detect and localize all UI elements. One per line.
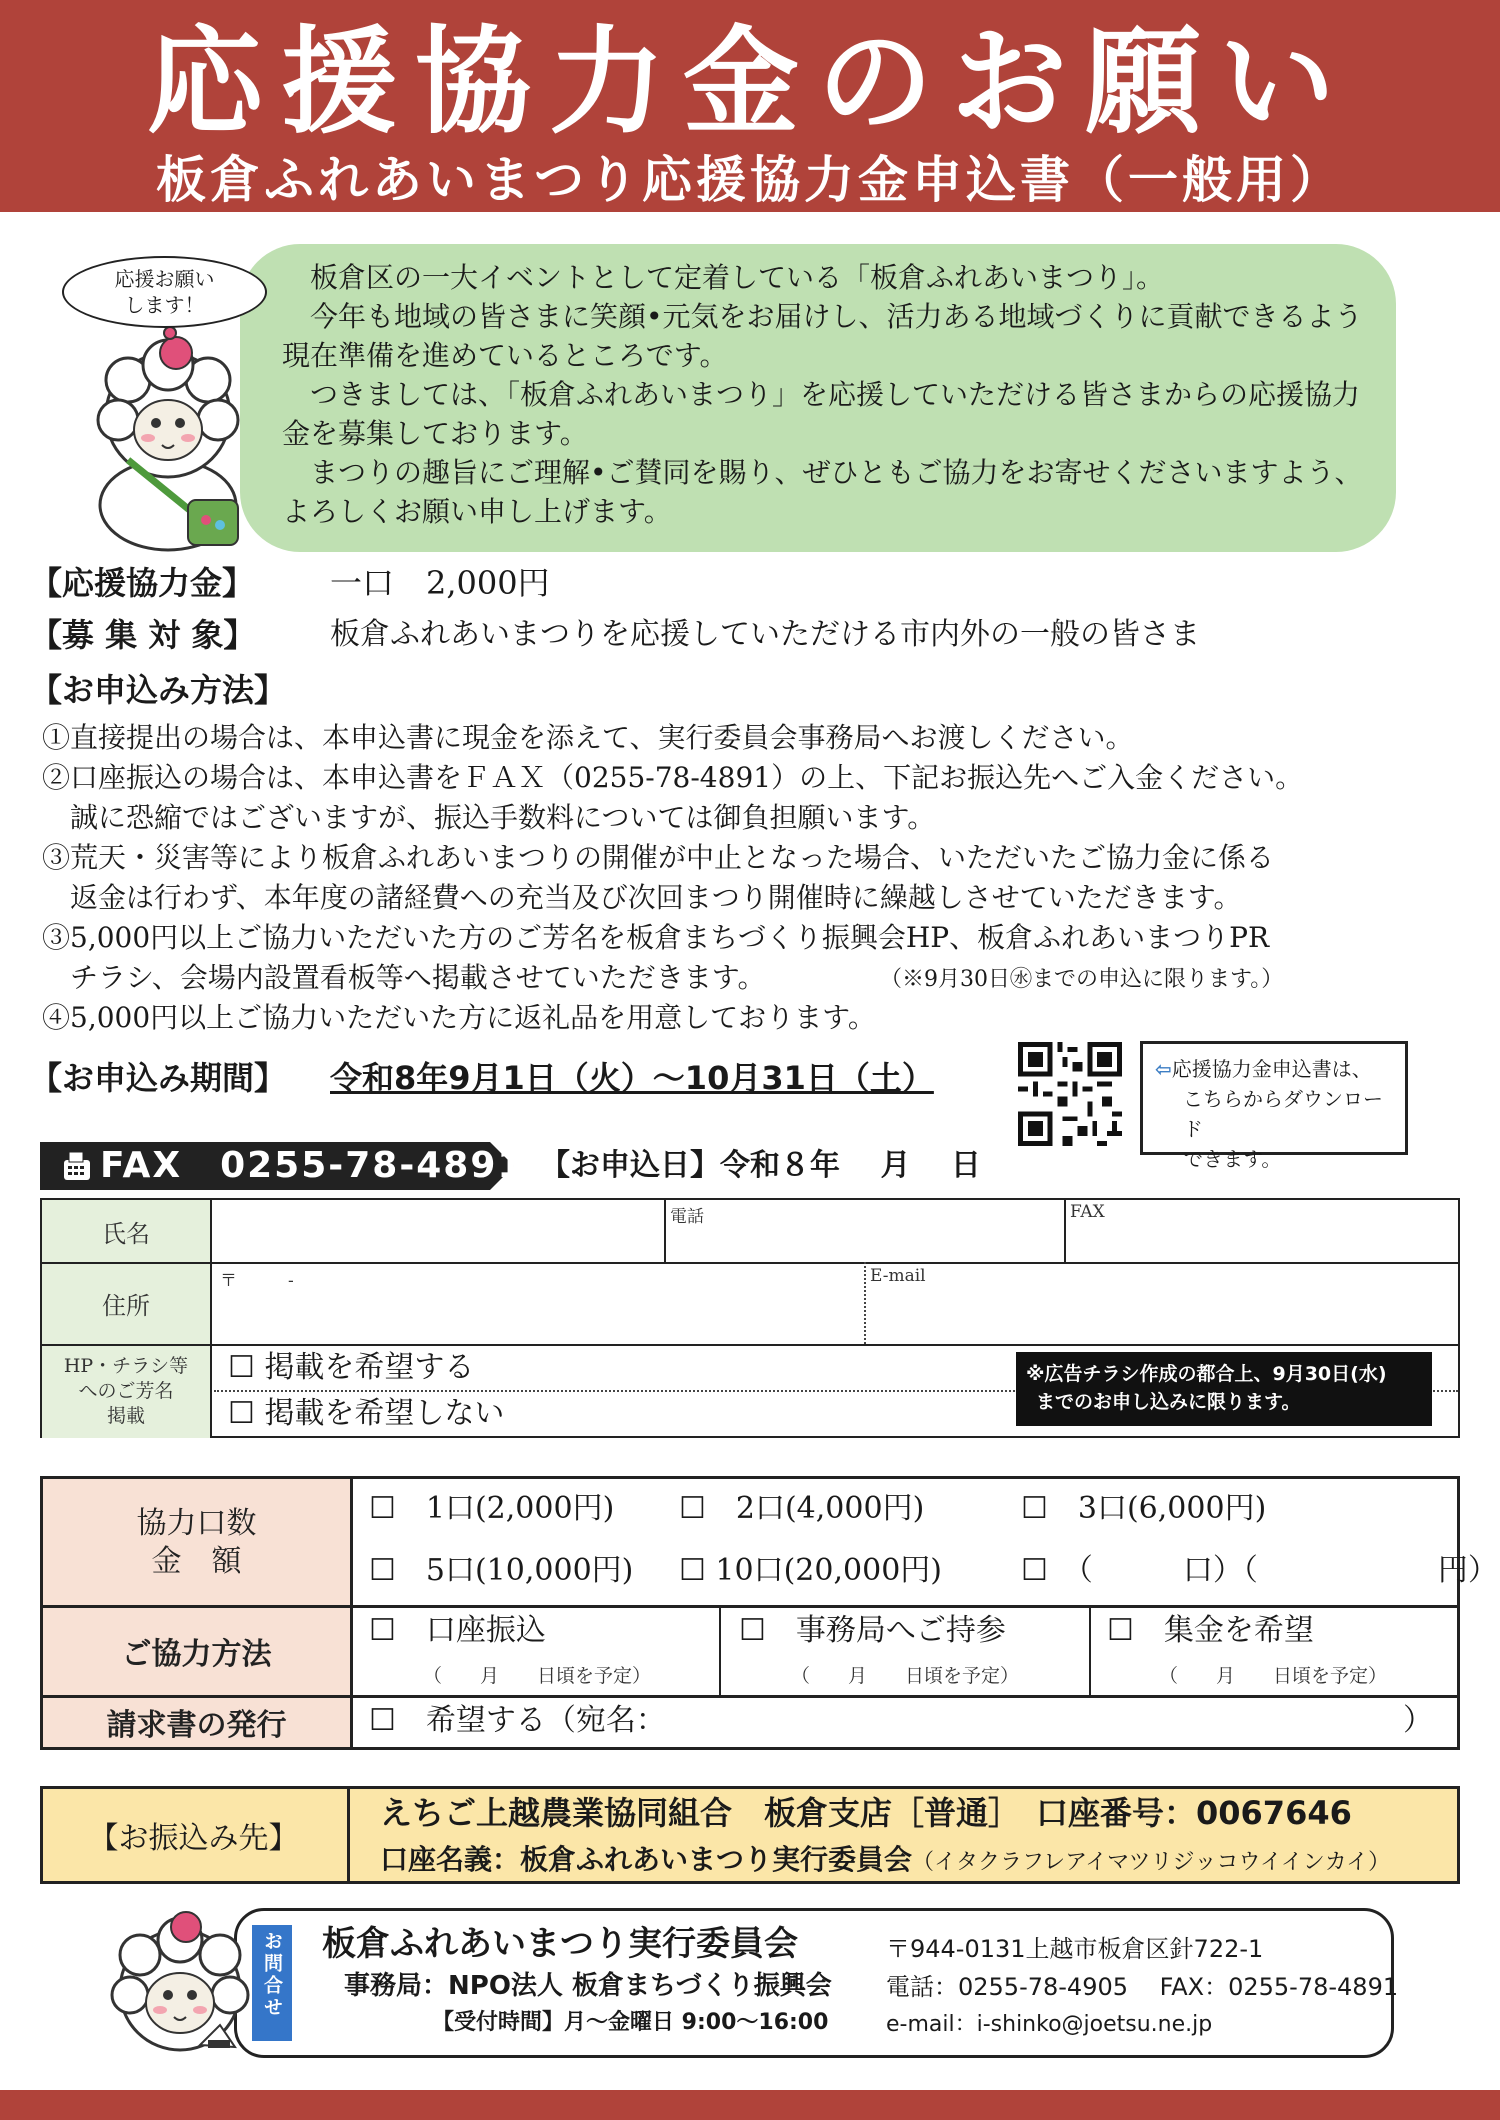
method-bank-transfer[interactable]: ☐ 口座振込: [369, 1613, 546, 1648]
listing-no-checkbox[interactable]: ☐ 掲載を希望しない: [228, 1396, 505, 1431]
intro-line: 金を募集しております。: [282, 417, 588, 450]
period-value: 令和8年9月1日（火）～10月31日（土）: [330, 1059, 934, 1097]
method-collection[interactable]: ☐ 集金を希望: [1107, 1613, 1314, 1648]
method-item: ③5,000円以上ご協力いただいた方のご芳名を板倉まちづくり振興会HP、板倉ふれあいまつりPR: [42, 921, 1270, 954]
intro-text: [282, 258, 1382, 531]
units-label: 協力口数 金 額: [43, 1479, 353, 1606]
arrow-left-icon: ⇦: [1155, 1057, 1172, 1081]
office-hours: 【受付時間】月～金曜日 9:00～16:00: [432, 2010, 829, 2035]
method-note: （※9月30日㊌までの申込に限ります。）: [880, 967, 1284, 992]
row-divider: [42, 1344, 1458, 1346]
method-collection-date: （ 月 日頃を予定）: [1159, 1665, 1388, 1687]
amount-value: 一口 2,000円: [330, 564, 550, 602]
units-option-5[interactable]: ☐ 5口(10,000円): [369, 1553, 634, 1588]
intro-line: よろしくお願い申し上げます。: [282, 495, 672, 528]
listing-yes-checkbox[interactable]: ☐ 掲載を希望する: [228, 1350, 475, 1385]
listing-notice: ※広告チラシ作成の都合上、9月30日(水) までのお申し込みに限ります。: [1016, 1352, 1432, 1426]
account-holder: 口座名義：板倉ふれあいまつり実行委員会（イタクラフレアイマツリジッコウイインカイ）: [380, 1843, 1391, 1876]
fax-label: FAX: [1070, 1202, 1105, 1222]
fax-field[interactable]: [1066, 1200, 1458, 1262]
method-item: チラシ、会場内設置看板等へ掲載させていただきます。: [42, 961, 766, 994]
method-item: ④5,000円以上ご協力いただいた方に返礼品を用意しております。: [42, 1001, 876, 1034]
method-office-date: （ 月 日頃を予定）: [791, 1665, 1020, 1687]
period-label: 【お申込み期間】: [30, 1059, 287, 1097]
method-item: ③荒天・災害等により板倉ふれあいまつりの開催が中止となった場合、いただいたご協力金に係る: [42, 841, 1275, 874]
speech-line: します！: [124, 293, 205, 317]
row-divider: [43, 1695, 1457, 1698]
speech-bubble: [62, 256, 267, 328]
intro-line: 現在準備を進めているところです。: [282, 339, 728, 372]
col-divider: [1089, 1606, 1091, 1696]
listing-label: HP・チラシ等 へのご芳名 掲載: [42, 1344, 212, 1438]
download-line: こちらからダウンロード: [1183, 1087, 1383, 1141]
apply-date: 【お申込日】令和８年 月 日: [540, 1148, 981, 1183]
method-label: 【お申込み方法】: [30, 671, 287, 709]
units-option-2[interactable]: ☐ 2口(4,000円): [679, 1491, 925, 1526]
method-item: 誠に恐縮ではございますが、振込手数料については御負担願います。: [42, 801, 936, 834]
intro-line: 板倉区の一大イベントとして定着している「板倉ふれあいまつり」。: [282, 261, 1165, 294]
email-field[interactable]: [866, 1264, 1458, 1344]
invoice-close-paren: ）: [1403, 1703, 1433, 1738]
invoice-label: 請求書の発行: [43, 1696, 353, 1747]
page-title: 応援協力金のお願い: [147, 15, 1353, 150]
col-divider: [719, 1606, 721, 1696]
org-name: 板倉ふれあいまつり実行委員会: [322, 1924, 798, 1964]
footer-bar: [0, 2090, 1500, 2120]
contact-phone: 電話：0255-78-4905 FAX：0255-78-4891: [886, 1973, 1399, 2001]
address-label: 住所: [42, 1262, 212, 1344]
fax-number: FAX 0255-78-4891: [100, 1145, 525, 1186]
target-value: 板倉ふれあいまつりを応援していただける市内外の一般の皆さま: [330, 617, 1200, 652]
download-note: [1140, 1041, 1408, 1171]
method-item: 返金は行わず、本年度の諸経費への充当及び次回まつり開催時に繰越しさせていただきます。: [42, 881, 1242, 914]
postal-label: 〒 -: [220, 1271, 294, 1291]
row-divider: [43, 1605, 1457, 1608]
units-option-10[interactable]: ☐ 10口(20,000円): [679, 1553, 942, 1588]
method-bank-date: （ 月 日頃を予定）: [423, 1665, 652, 1687]
download-line: ⇦応援協力金申込書は、: [1155, 1054, 1393, 1084]
units-option-custom[interactable]: ☐ （ 口）（ 円）: [1021, 1553, 1498, 1588]
qr-code-icon[interactable]: [1018, 1042, 1122, 1146]
bank-account: えちご上越農業協同組合 板倉支店［普通］ 口座番号：0067646: [380, 1794, 1352, 1832]
intro-line: まつりの趣旨にご理解•ご賛同を賜り、ぜひともご協力をお寄せくださいますよう、: [282, 456, 1363, 489]
email-label: E-mail: [870, 1266, 926, 1286]
amount-label: 【応援協力金】: [30, 564, 255, 602]
name-label: 氏名: [42, 1200, 212, 1262]
transfer-label: 【お振込み先】: [40, 1786, 350, 1884]
speech-line: 応援お願い: [114, 267, 215, 291]
phone-label: 電話: [670, 1207, 704, 1227]
method-office-delivery[interactable]: ☐ 事務局へご持参: [739, 1613, 1006, 1648]
org-office: 事務局：NPO法人 板倉まちづくり振興会: [344, 1971, 832, 2001]
address-field[interactable]: [214, 1264, 864, 1344]
intro-line: 今年も地域の皆さまに笑顔•元気をお届けし、活力ある地域づくりに貢献できるよう: [282, 300, 1363, 333]
target-label: 【募 集 対 象】: [30, 616, 256, 654]
units-option-3[interactable]: ☐ 3口(6,000円): [1021, 1491, 1267, 1526]
donation-form: [40, 1476, 1498, 1750]
page-subtitle: 板倉ふれあいまつり応援協力金申込書（一般用）: [156, 151, 1344, 209]
fax-icon: [62, 1150, 92, 1182]
method-label: ご協力方法: [43, 1606, 353, 1696]
method-item: ①直接提出の場合は、本申込書に現金を添えて、実行委員会事務局へお渡しください。: [42, 721, 1134, 754]
phone-field[interactable]: [666, 1200, 1064, 1262]
invoice-checkbox[interactable]: ☐ 希望する（宛名：: [369, 1703, 666, 1738]
alpaca-mascot-icon: [90, 1895, 270, 2065]
inquiry-tag: お問合せ: [252, 1925, 292, 2041]
contact-address: 〒944-0131上越市板倉区針722-1: [886, 1935, 1264, 1963]
method-item: ②口座振込の場合は、本申込書をＦＡＸ（0255-78-4891）の上、下記お振込先へご入金ください。: [42, 761, 1304, 794]
name-field[interactable]: [214, 1200, 664, 1262]
download-line: できます。: [1183, 1147, 1282, 1171]
contact-email[interactable]: e-mail：i-shinko@joetsu.ne.jp: [886, 2012, 1213, 2037]
intro-line: つきましては、「板倉ふれあいまつり」を応援していただける皆さまからの応援協力: [282, 378, 1361, 411]
units-option-1[interactable]: ☐ 1口(2,000円): [369, 1491, 615, 1526]
